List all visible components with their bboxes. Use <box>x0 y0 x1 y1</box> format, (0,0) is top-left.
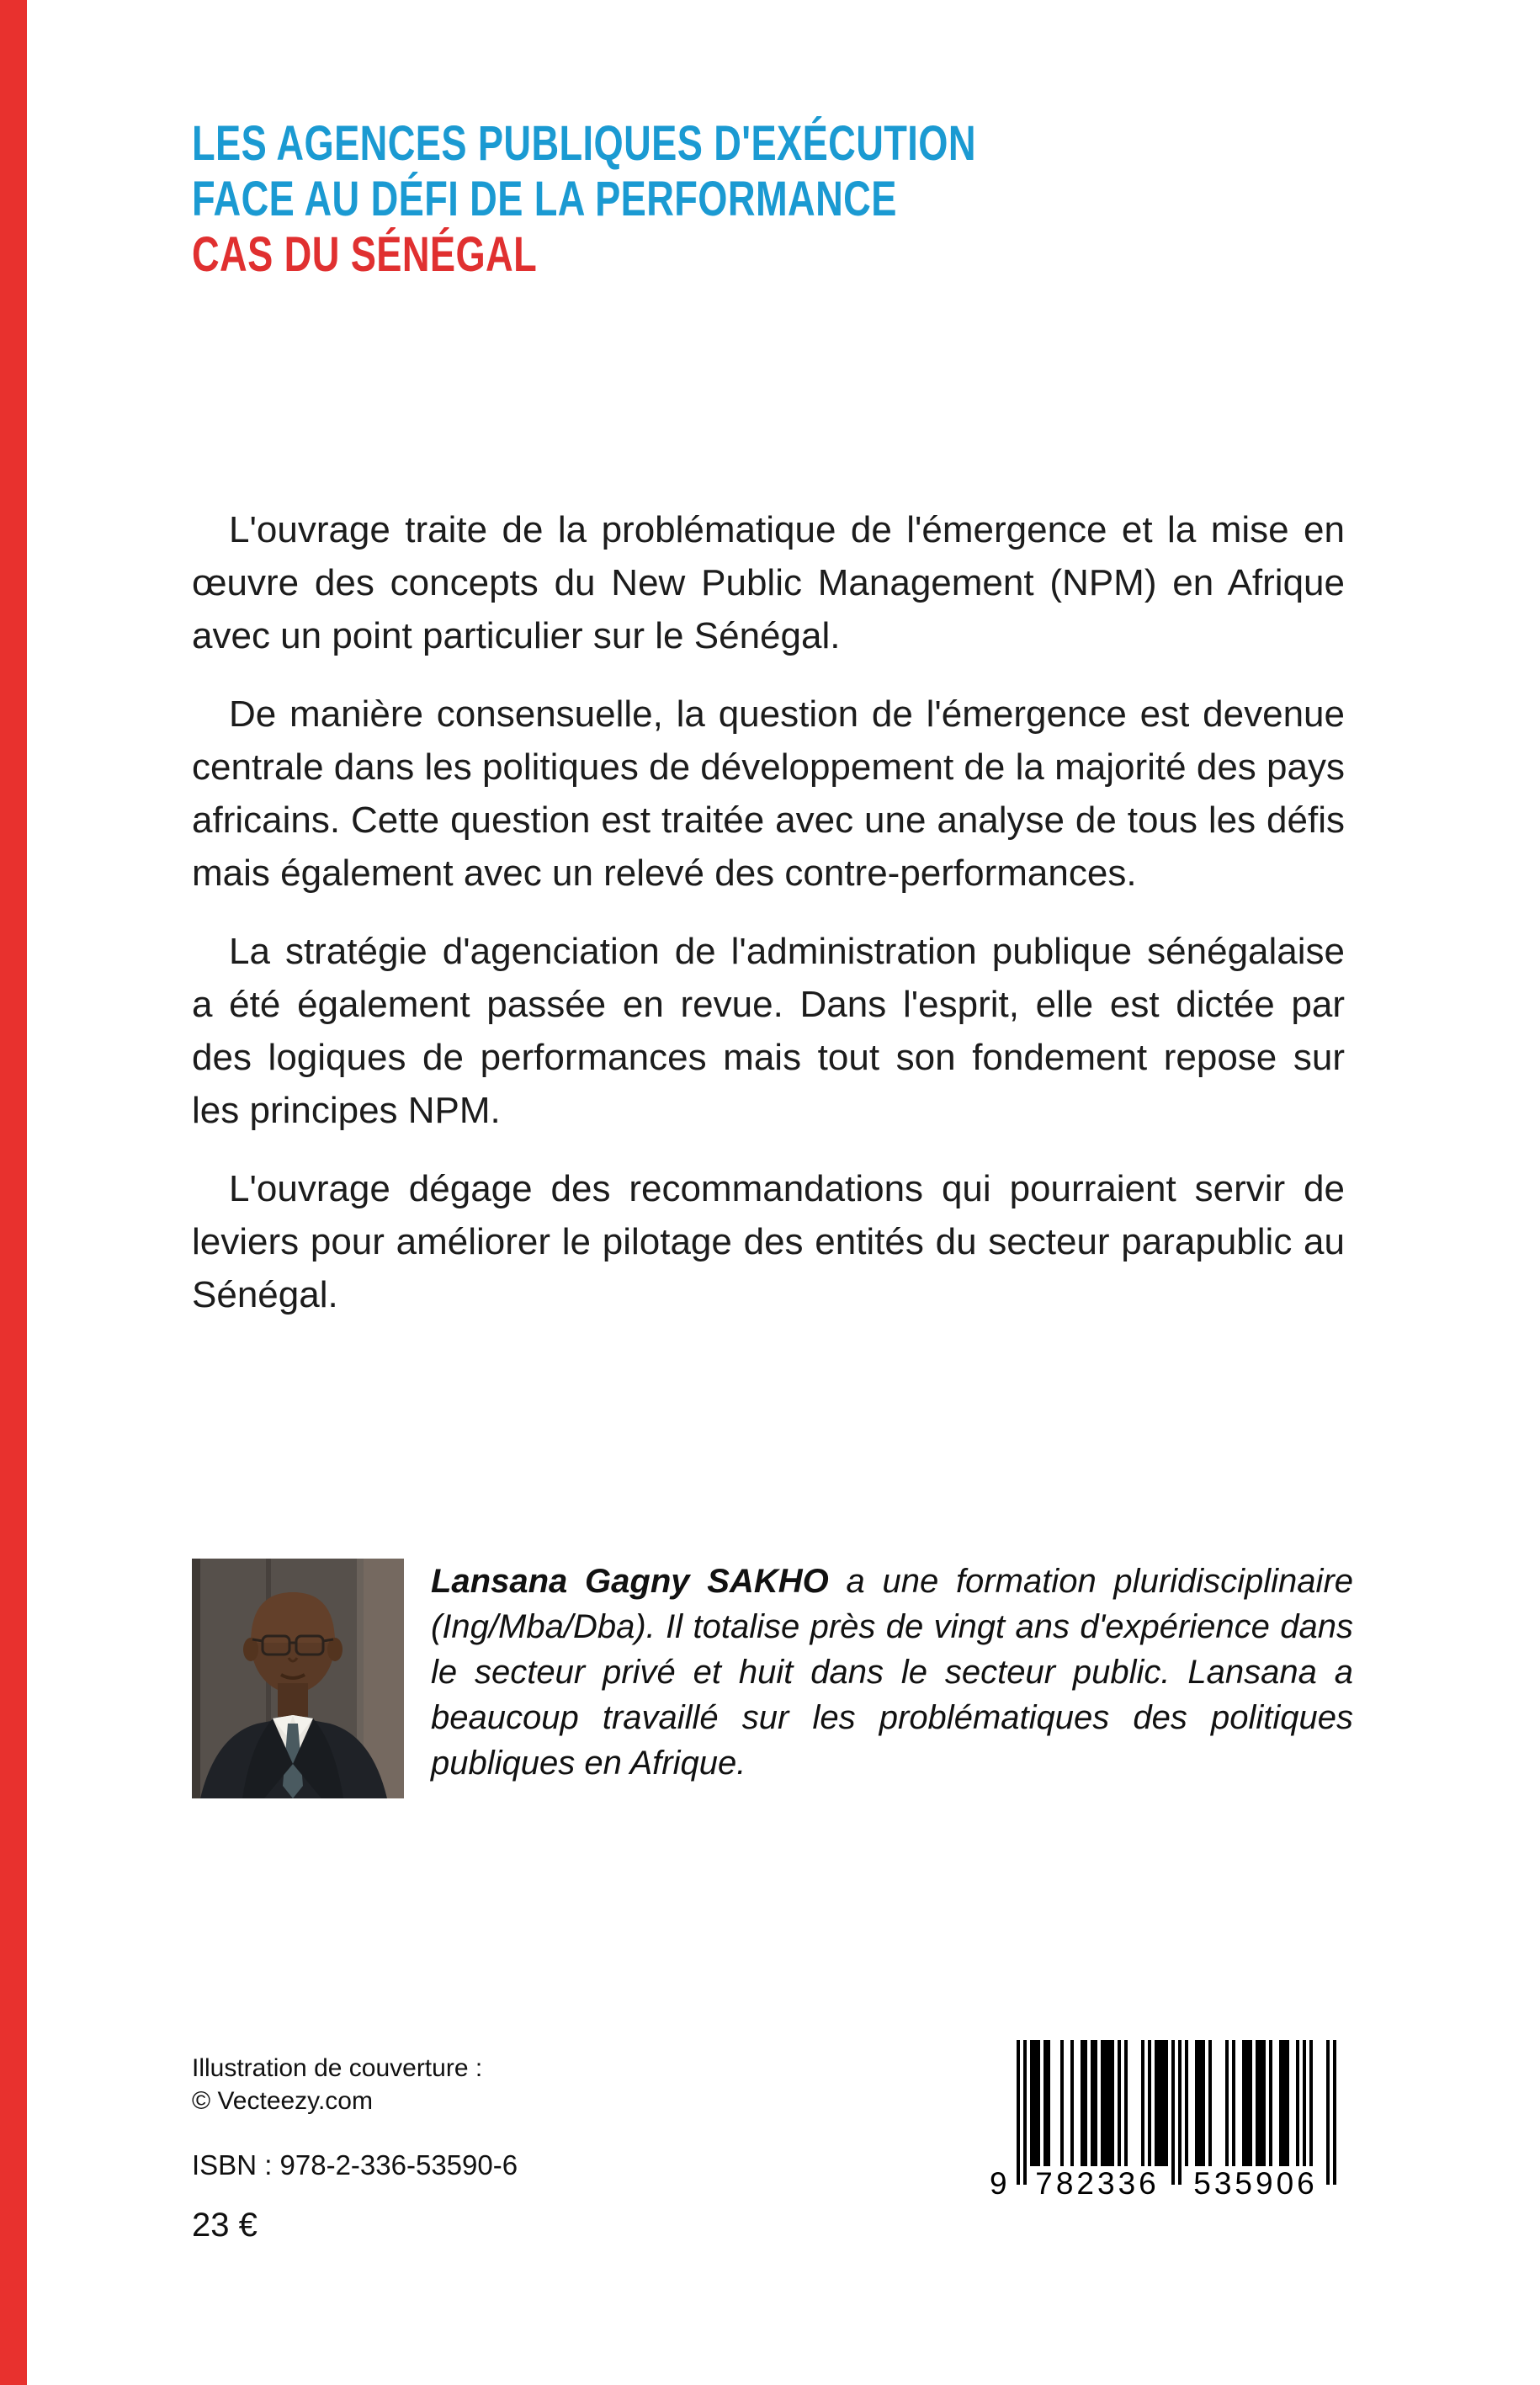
author-bio-text <box>431 1559 1353 1786</box>
price-text: 23 € <box>192 2207 258 2244</box>
author-name: Lansana Gagny SAKHO <box>431 1563 829 1600</box>
illustration-credit <box>192 2052 482 2117</box>
isbn-text: ISBN : 978-2-336-53590-6 <box>192 2149 518 2180</box>
barcode <box>990 2040 1343 2207</box>
barcode-digits <box>990 2166 1343 2207</box>
title-block <box>192 116 1197 283</box>
illustration-credit-line2: © Vecteezy.com <box>192 2087 373 2115</box>
barcode-digits-left: 782336 <box>1035 2166 1160 2201</box>
back-cover-paragraphs <box>192 503 1345 1347</box>
author-bio-body: a une formation pluridisciplinaire (Ing/Mba/Dba). Il totalise près de vingt ans d'expérience dans le secteur privé et huit dans le secteur public. Lansana a beaucoup travaillé sur les problématiques des politiques publiques en Afrique. <box>431 1563 1354 1782</box>
spine-red-band <box>0 0 27 2385</box>
title-line-2: FACE AU DÉFI DE LA PERFORMANCE <box>192 172 897 226</box>
barcode-digits-right: 535906 <box>1193 2166 1318 2201</box>
paragraph: L'ouvrage traite de la problématique de l'émergence et la mise en œuvre des concepts du New Public Management (NPM) en Afrique avec un point particulier sur le Sénégal. <box>192 509 1345 656</box>
barcode-digit-first: 9 <box>990 2166 1011 2201</box>
illustration-credit-line1: Illustration de couverture : <box>192 2054 483 2082</box>
author-photo <box>192 1559 404 1798</box>
paragraph: La stratégie d'agenciation de l'administration publique sénégalaise a été également passée en revue. Dans l'esprit, elle est dictée par des logiques de performances mais tout son fondement repose sur les principes NPM. <box>192 931 1345 1131</box>
title-line-3: CAS DU SÉNÉGAL <box>192 227 538 282</box>
author-bio-section <box>192 1559 1353 1798</box>
paragraph: De manière consensuelle, la question de l'émergence est devenue centrale dans les politiques de développement de la majorité des pays africains. Cette question est traitée avec une analyse de tous les défis mais également avec un relevé des contre-performances. <box>192 693 1345 894</box>
title-line-1: LES AGENCES PUBLIQUES D'EXÉCUTION <box>192 116 976 171</box>
paragraph: L'ouvrage dégage des recommandations qui pourraient servir de leviers pour améliorer le pilotage des entités du secteur parapublic au Sénégal. <box>192 1168 1345 1315</box>
